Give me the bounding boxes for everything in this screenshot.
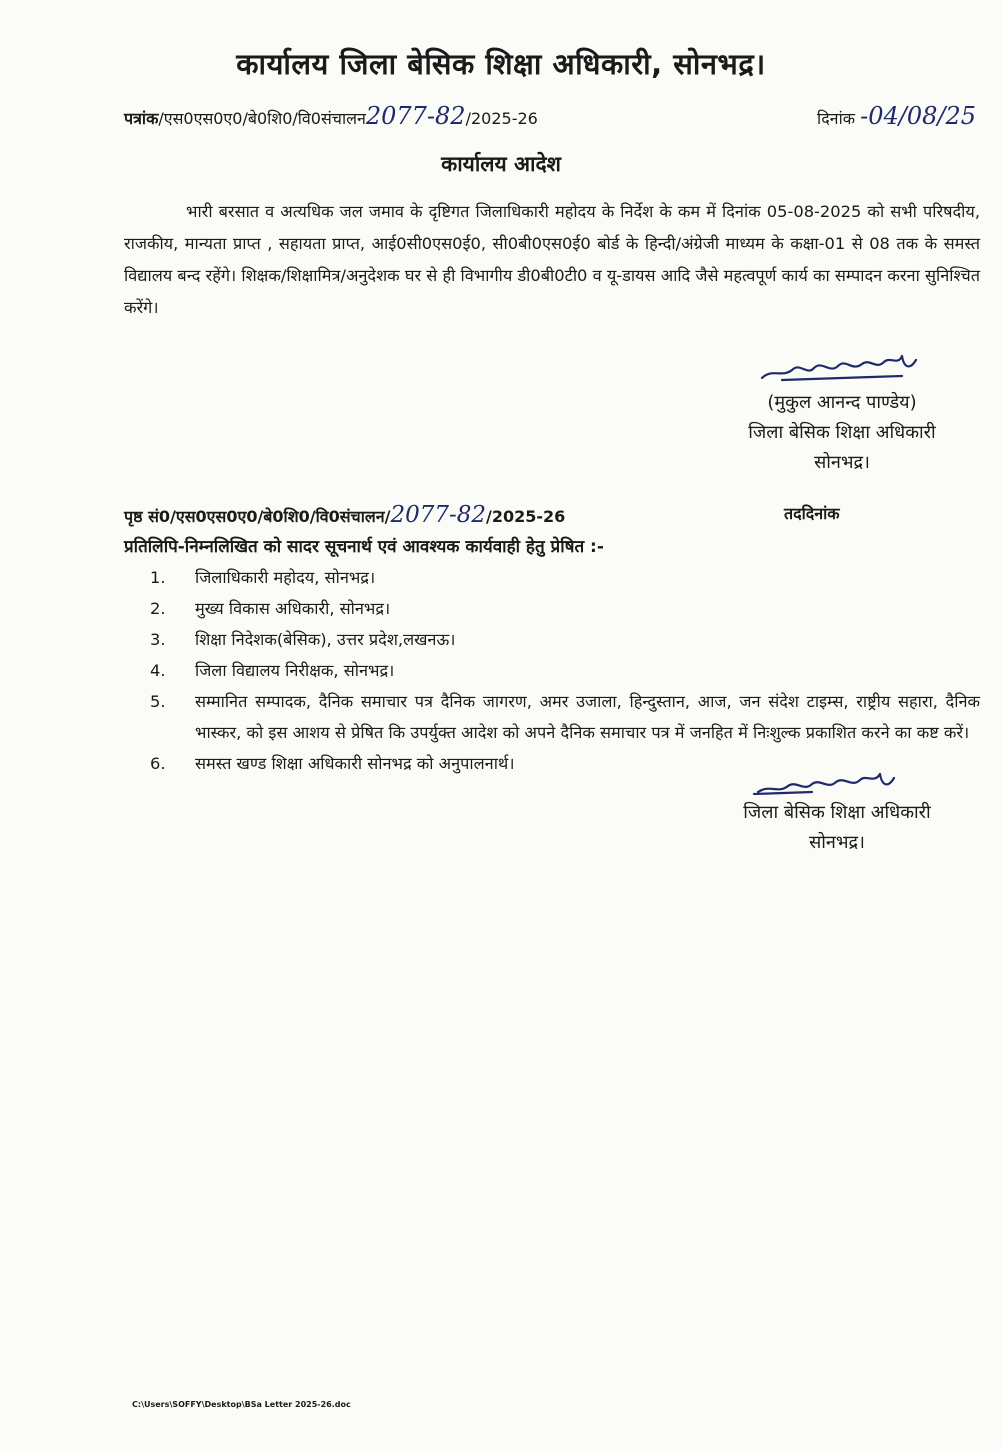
copy-handwritten-number: 2077-82	[390, 502, 487, 528]
list-item: 5. सम्मानित सम्पादक, दैनिक समाचार पत्र दैनिक जागरण, अमर उजाला, हिन्दुस्तान, आज, जन संदेश टाइम्स, राष्ट्रीय सहारा, दैनिक भास्कर, को इस आशय से प्रेषित कि उपर्युक्त आदेश को अपने दैनिक समाचार पत्र में जनहित में निःशुल्क प्रकाशित करने का कष्ट करें।	[150, 692, 980, 742]
reference-prefix: /एस0एस0ए0/बे0शि0/वि0संचालन	[158, 109, 366, 128]
order-body: भारी बरसात व अत्यधिक जल जमाव के दृष्टिगत जिलाधिकारी महोदय के निर्देश के कम में दिनांक 05-08-2025 को सभी परिषदीय, राजकीय, मान्यता प्राप्त , सहायता प्राप्त, आई0सी0एस0ई0, सी0बी0एस0ई0 बोर्ड के हिन्दी/अंग्रेजी माध्यम के कक्षा-01 से 08 तक के समस्त विद्यालय बन्द रहेंगे। शिक्षक/शिक्षामित्र/अनुदेशक घर से ही विभागीय डी0बी0टी0 व यू-डायस आदि जैसे महत्वपूर्ण कार्य का सम्पादन करना सुनिश्चित करेंगे।	[124, 202, 980, 317]
recipient-list	[150, 562, 980, 779]
list-item: 2. मुख्य विकास अधिकारी, सोनभद्र।	[150, 599, 391, 618]
list-item: 6. समस्त खण्ड शिक्षा अधिकारी सोनभद्र को अनुपालनार्थ।	[150, 754, 515, 773]
signatory-2-designation: जिला बेसिक शिक्षा अधिकारी	[743, 802, 931, 823]
signature-block-2	[692, 770, 982, 858]
copy-intro: प्रतिलिपि-निम्नलिखित को सादर सूचनार्थ एवं आवश्यक कार्यवाही हेतु प्रेषित :-	[124, 537, 604, 557]
signature-scribble-icon	[752, 348, 932, 388]
copy-date-text: तददिनांक	[784, 504, 840, 523]
signature-graphic	[712, 348, 972, 388]
handwritten-reference-number: 2077-82	[365, 102, 466, 130]
signature-scribble-icon	[752, 770, 922, 800]
signature-block	[712, 348, 972, 478]
list-item: 1. जिलाधिकारी महोदय, सोनभद्र।	[150, 568, 376, 587]
signature-graphic-2	[692, 770, 982, 798]
reference-year: /2025-26	[465, 109, 538, 128]
reference-line	[124, 102, 984, 134]
copy-reference-year: /2025-26	[486, 507, 566, 526]
date-block	[817, 102, 976, 130]
date-label: दिनांक	[817, 109, 855, 128]
signatory-2-location: सोनभद्र।	[809, 832, 865, 853]
order-heading: कार्यालय आदेश	[441, 152, 561, 176]
copy-reference-prefix: पृष्ठ सं0/एस0एस0ए0/बे0शि0/वि0संचालन/	[124, 507, 391, 526]
reference-label: पत्रांक	[124, 109, 159, 128]
office-title: कार्यालय जिला बेसिक शिक्षा अधिकारी, सोनभद्र।	[236, 47, 766, 81]
signatory-designation: जिला बेसिक शिक्षा अधिकारी	[748, 422, 936, 443]
copy-reference-line	[124, 502, 984, 532]
footer-file-path: C:\Users\SOFFY\Desktop\BSa Letter 2025-26.doc	[132, 1400, 351, 1409]
list-item: 3. शिक्षा निदेशक(बेसिक), उत्तर प्रदेश,लखनऊ।	[150, 630, 456, 649]
handwritten-date: -04/08/25	[860, 102, 976, 130]
signatory-name: (मुकुल आनन्द पाण्डेय)	[767, 392, 917, 413]
list-item: 4. जिला विद्यालय निरीक्षक, सोनभद्र।	[150, 661, 395, 680]
signatory-location: सोनभद्र।	[814, 452, 870, 473]
